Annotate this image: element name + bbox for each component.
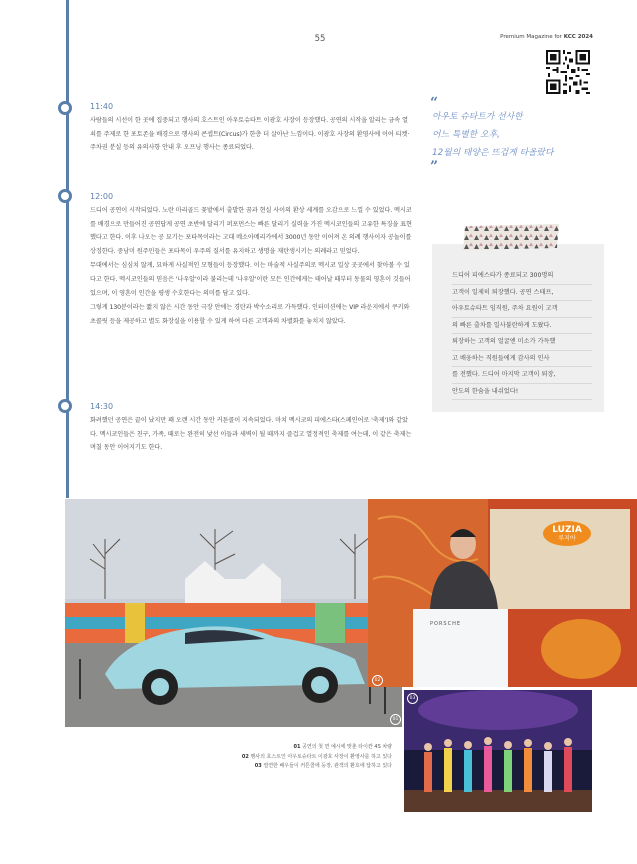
timeline-dot bbox=[58, 399, 72, 413]
caption-number: 03 bbox=[254, 763, 262, 769]
open-quote-mark: “ bbox=[430, 95, 439, 111]
timeline-entry-1430 bbox=[90, 402, 412, 456]
quote-line: 아우토 슈타트가 선사한 bbox=[432, 112, 523, 122]
podium-brand: PORSCHE bbox=[430, 621, 462, 627]
caption-text: 행사의 호스트인 아우토슈타트 이광호 사장이 환영사를 하고 있다 bbox=[250, 753, 392, 760]
photo-badge: 03 bbox=[407, 693, 418, 704]
magazine-name: KCC 2024 bbox=[563, 34, 593, 40]
caption-text: 열연한 배우들이 커튼콜에 등장, 관객의 환호에 답하고 있다 bbox=[263, 763, 392, 769]
photo-badge: 02 bbox=[372, 675, 383, 686]
magazine-title bbox=[500, 34, 593, 40]
pull-quote bbox=[430, 95, 600, 175]
magazine-prefix: Premium Magazine for bbox=[500, 34, 564, 40]
paragraph: 그렇게 130분이라는 짧지 않은 시간 동안 극장 안에는 경탄과 박수소리로 가득했다. 인터미션에는 VIP 라운지에서 쿠키와 초콜릿 등을 제공하고 별도 화장실을 이용할 수 있게 하여 다른 고객과의 차별화를 놓치지 않았다. bbox=[90, 304, 410, 325]
note-line: 를 전했다. 드디어 마지막 고객이 퇴장, bbox=[452, 367, 592, 384]
note-line: 아우토슈타트 임직원, 주차 요원이 고객 bbox=[452, 301, 592, 318]
caption bbox=[242, 753, 392, 763]
page-number: 55 bbox=[314, 34, 326, 44]
timeline-entry-1200 bbox=[90, 192, 412, 329]
photo-car bbox=[65, 499, 402, 727]
note-line: 드디어 피에스타가 종료되고 300명의 bbox=[452, 268, 592, 285]
paragraph: 드디어 공연이 시작되었다. 노란 마리골드 꽃밭에서 출발한 꿈과 현실 사이의 환상 세계를 오감으로 느낄 수 있었다. 멕시코를 배경으로 만들어진 공연답게 공연 초반에 달리기 퍼포먼스는 빠른 달리기 실력을 가진 멕시코인들의 고유한 특징을 표현했다고 한다. 이후 나오는 공 묘기는 포타목이라는 고대 메소아메리카에서 3000년 동안 이어져 온 의례 행사이자 공놀이를 상징한다. 중남미 원주민들은 포타목이 우주의 질서를 유지하고 생명을 재탄생시키는 의례라고 믿었다. bbox=[90, 207, 412, 255]
note-line: 의 빠른 출차를 일사불란하게 도왔다. bbox=[452, 318, 592, 335]
qr-code-icon[interactable] bbox=[546, 50, 590, 94]
photo-speaker bbox=[368, 499, 637, 687]
quote-line: 12월의 태양은 뜨겁게 타올랐다 bbox=[432, 148, 554, 158]
caption-text: 공연의 첫 면 예시에 맞춘 타이칸 4S 차량 bbox=[302, 744, 392, 750]
caption bbox=[242, 743, 392, 753]
time-label: 11:40 bbox=[90, 102, 114, 111]
close-quote-mark: ” bbox=[430, 159, 439, 175]
caption-number: 02 bbox=[241, 753, 249, 760]
timeline-entry-1140 bbox=[90, 102, 412, 156]
caption bbox=[242, 762, 392, 772]
luzia-logo bbox=[543, 521, 591, 546]
note-line: 안도의 한숨을 내쉬었다! bbox=[452, 384, 592, 401]
photo-captions bbox=[242, 743, 392, 772]
time-label: 12:00 bbox=[90, 192, 114, 201]
caption-number: 01 bbox=[293, 744, 301, 750]
sticky-note bbox=[432, 244, 604, 412]
quote-line: 어느 특별한 오후, bbox=[432, 130, 500, 140]
timeline-line bbox=[66, 0, 69, 498]
note-line: 고 배웅하는 직원들에게 감사의 인사 bbox=[452, 351, 592, 368]
photo-badge: 01 bbox=[390, 714, 401, 725]
luzia-title: LUZIA bbox=[552, 525, 582, 535]
timeline-dot bbox=[58, 189, 72, 203]
speaker-illustration bbox=[368, 499, 637, 687]
washi-tape-decoration bbox=[463, 224, 561, 250]
stage-illustration bbox=[404, 690, 592, 812]
photo-stage bbox=[404, 690, 592, 812]
paragraph: 화려했던 공연은 끝이 났지만 꽤 오랜 시간 동안 커튼콜이 지속되었다. 마치 멕시코의 피에스타(스페인어로 '축제')와 같았다. 멕시코인들은 친구, 가족, 때로는 완전히 낯선 이들과 새벽이 될 때까지 즐겁고 열정적인 축제를 여는데, 이 같은 축제는 며칠 동안 이어지기도 한다. bbox=[90, 417, 412, 452]
note-line: 고객이 일제히 퇴장했다. 공연 스태프, bbox=[452, 285, 592, 302]
paragraph: 사람들의 시선이 한 곳에 집중되고 행사의 호스트인 아우토슈타트 이광호 사장이 등장했다. 공연의 시작을 알리는 금속 열쇠를 주제로 한 포토존을 배경으로 행사의 콘셉트(Circus)가 한층 더 살아난 느낌이다. 이광호 사장의 환영사에 이어 티켓·주차권 분실 등의 유의사항 안내 후 오프닝 행사는 종료되었다. bbox=[90, 117, 410, 152]
car-illustration bbox=[65, 499, 402, 727]
timeline-dot bbox=[58, 101, 72, 115]
paragraph: 무대에서는 심심치 않게, 묘하게 사실적인 모형들이 등장했다. 이는 마술적 사실주의로 멕시코 일상 곳곳에서 찾아볼 수 있다고 한다. 멕시코인들의 믿음은 '나우알'이라 불리는데 '나우알'이란 모든 인간에게는 태어날 때부터 동물의 영혼이 깃들어 있으며, 이 영혼이 인간을 평생 수호한다는 의미를 담고 있다. bbox=[90, 262, 411, 297]
luzia-sub: 루지아 bbox=[558, 535, 576, 542]
time-label: 14:30 bbox=[90, 402, 114, 411]
note-line: 퇴장하는 고객의 얼굴엔 미소가 가득했 bbox=[452, 334, 592, 351]
